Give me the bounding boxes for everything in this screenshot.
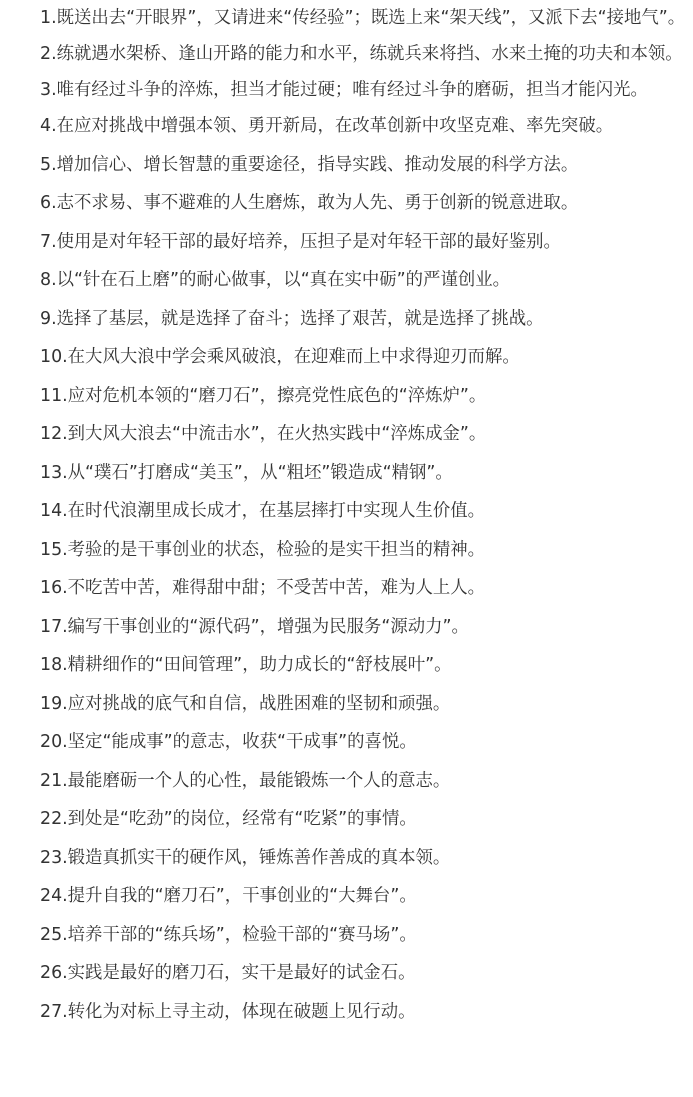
list-item: 15.考验的是干事创业的状态，检验的是实干担当的精神。 <box>40 539 486 560</box>
list-item: 17.编写干事创业的“源代码”，增强为民服务“源动力”。 <box>40 616 469 637</box>
list-item: 5.增加信心、增长智慧的重要途径，指导实践、推动发展的科学方法。 <box>40 154 579 175</box>
list-item: 22.到处是“吃劲”的岗位，经常有“吃紧”的事情。 <box>40 809 417 829</box>
list-item: 18.精耕细作的“田间管理”，助力成长的“舒枝展叶”。 <box>40 655 452 675</box>
list-item: 19.应对挑战的底气和自信，战胜困难的坚韧和顽强。 <box>40 693 451 714</box>
list-item: 25.培养干部的“练兵场”，检验干部的“赛马场”。 <box>40 924 417 945</box>
list-item: 26.实践是最好的磨刀石，实干是最好的试金石。 <box>40 963 416 983</box>
list-item: 7.使用是对年轻干部的最好培养，压担子是对年轻干部的最好鉴别。 <box>40 231 561 252</box>
list-item: 14.在时代浪潮里成长成才，在基层摔打中实现人生价值。 <box>40 501 486 521</box>
list-item: 9.选择了基层，就是选择了奋斗；选择了艰苦，就是选择了挑战。 <box>40 308 544 329</box>
list-item: 24.提升自我的“磨刀石”，干事创业的“大舞台”。 <box>40 886 417 906</box>
list-item: 2.练就遇水架桥、逢山开路的能力和水平，练就兵来将挡、水来土掩的功夫和本领。 <box>40 44 683 64</box>
list-item: 8.以“针在石上磨”的耐心做事，以“真在实中砺”的严谨创业。 <box>40 270 511 290</box>
list-item: 4.在应对挑战中增强本领、勇开新局，在改革创新中攻坚克难、率先突破。 <box>40 116 614 136</box>
list-item: 27.转化为对标上寻主动，体现在破题上见行动。 <box>40 1001 416 1022</box>
list-item: 11.应对危机本领的“磨刀石”，擦亮党性底色的“淬炼炉”。 <box>40 385 487 406</box>
list-item: 21.最能磨砺一个人的心性，最能锻炼一个人的意志。 <box>40 770 451 791</box>
list-item: 3.唯有经过斗争的淬炼，担当才能过硬；唯有经过斗争的磨砺，担当才能闪光。 <box>40 80 648 100</box>
list-item: 23.锻造真抓实干的硬作风，锤炼善作善成的真本领。 <box>40 847 451 868</box>
list-item: 16.不吃苦中苦，难得甜中甜；不受苦中苦，难为人上人。 <box>40 578 486 598</box>
list-item: 1.既送出去“开眼界”，又请进来“传经验”；既选上来“架天线”，又派下去“接地气”。 <box>40 8 686 28</box>
list-item: 10.在大风大浪中学会乘风破浪，在迎难而上中求得迎刃而解。 <box>40 347 520 367</box>
list-item: 6.志不求易、事不避难的人生磨炼，敢为人先、勇于创新的锐意进取。 <box>40 193 579 213</box>
list-item: 12.到大风大浪去“中流击水”，在火热实践中“淬炼成金”。 <box>40 424 487 444</box>
list-item: 13.从“璞石”打磨成“美玉”，从“粗坯”锻造成“精钢”。 <box>40 462 453 483</box>
list-item: 20.坚定“能成事”的意志，收获“干成事”的喜悦。 <box>40 732 417 752</box>
